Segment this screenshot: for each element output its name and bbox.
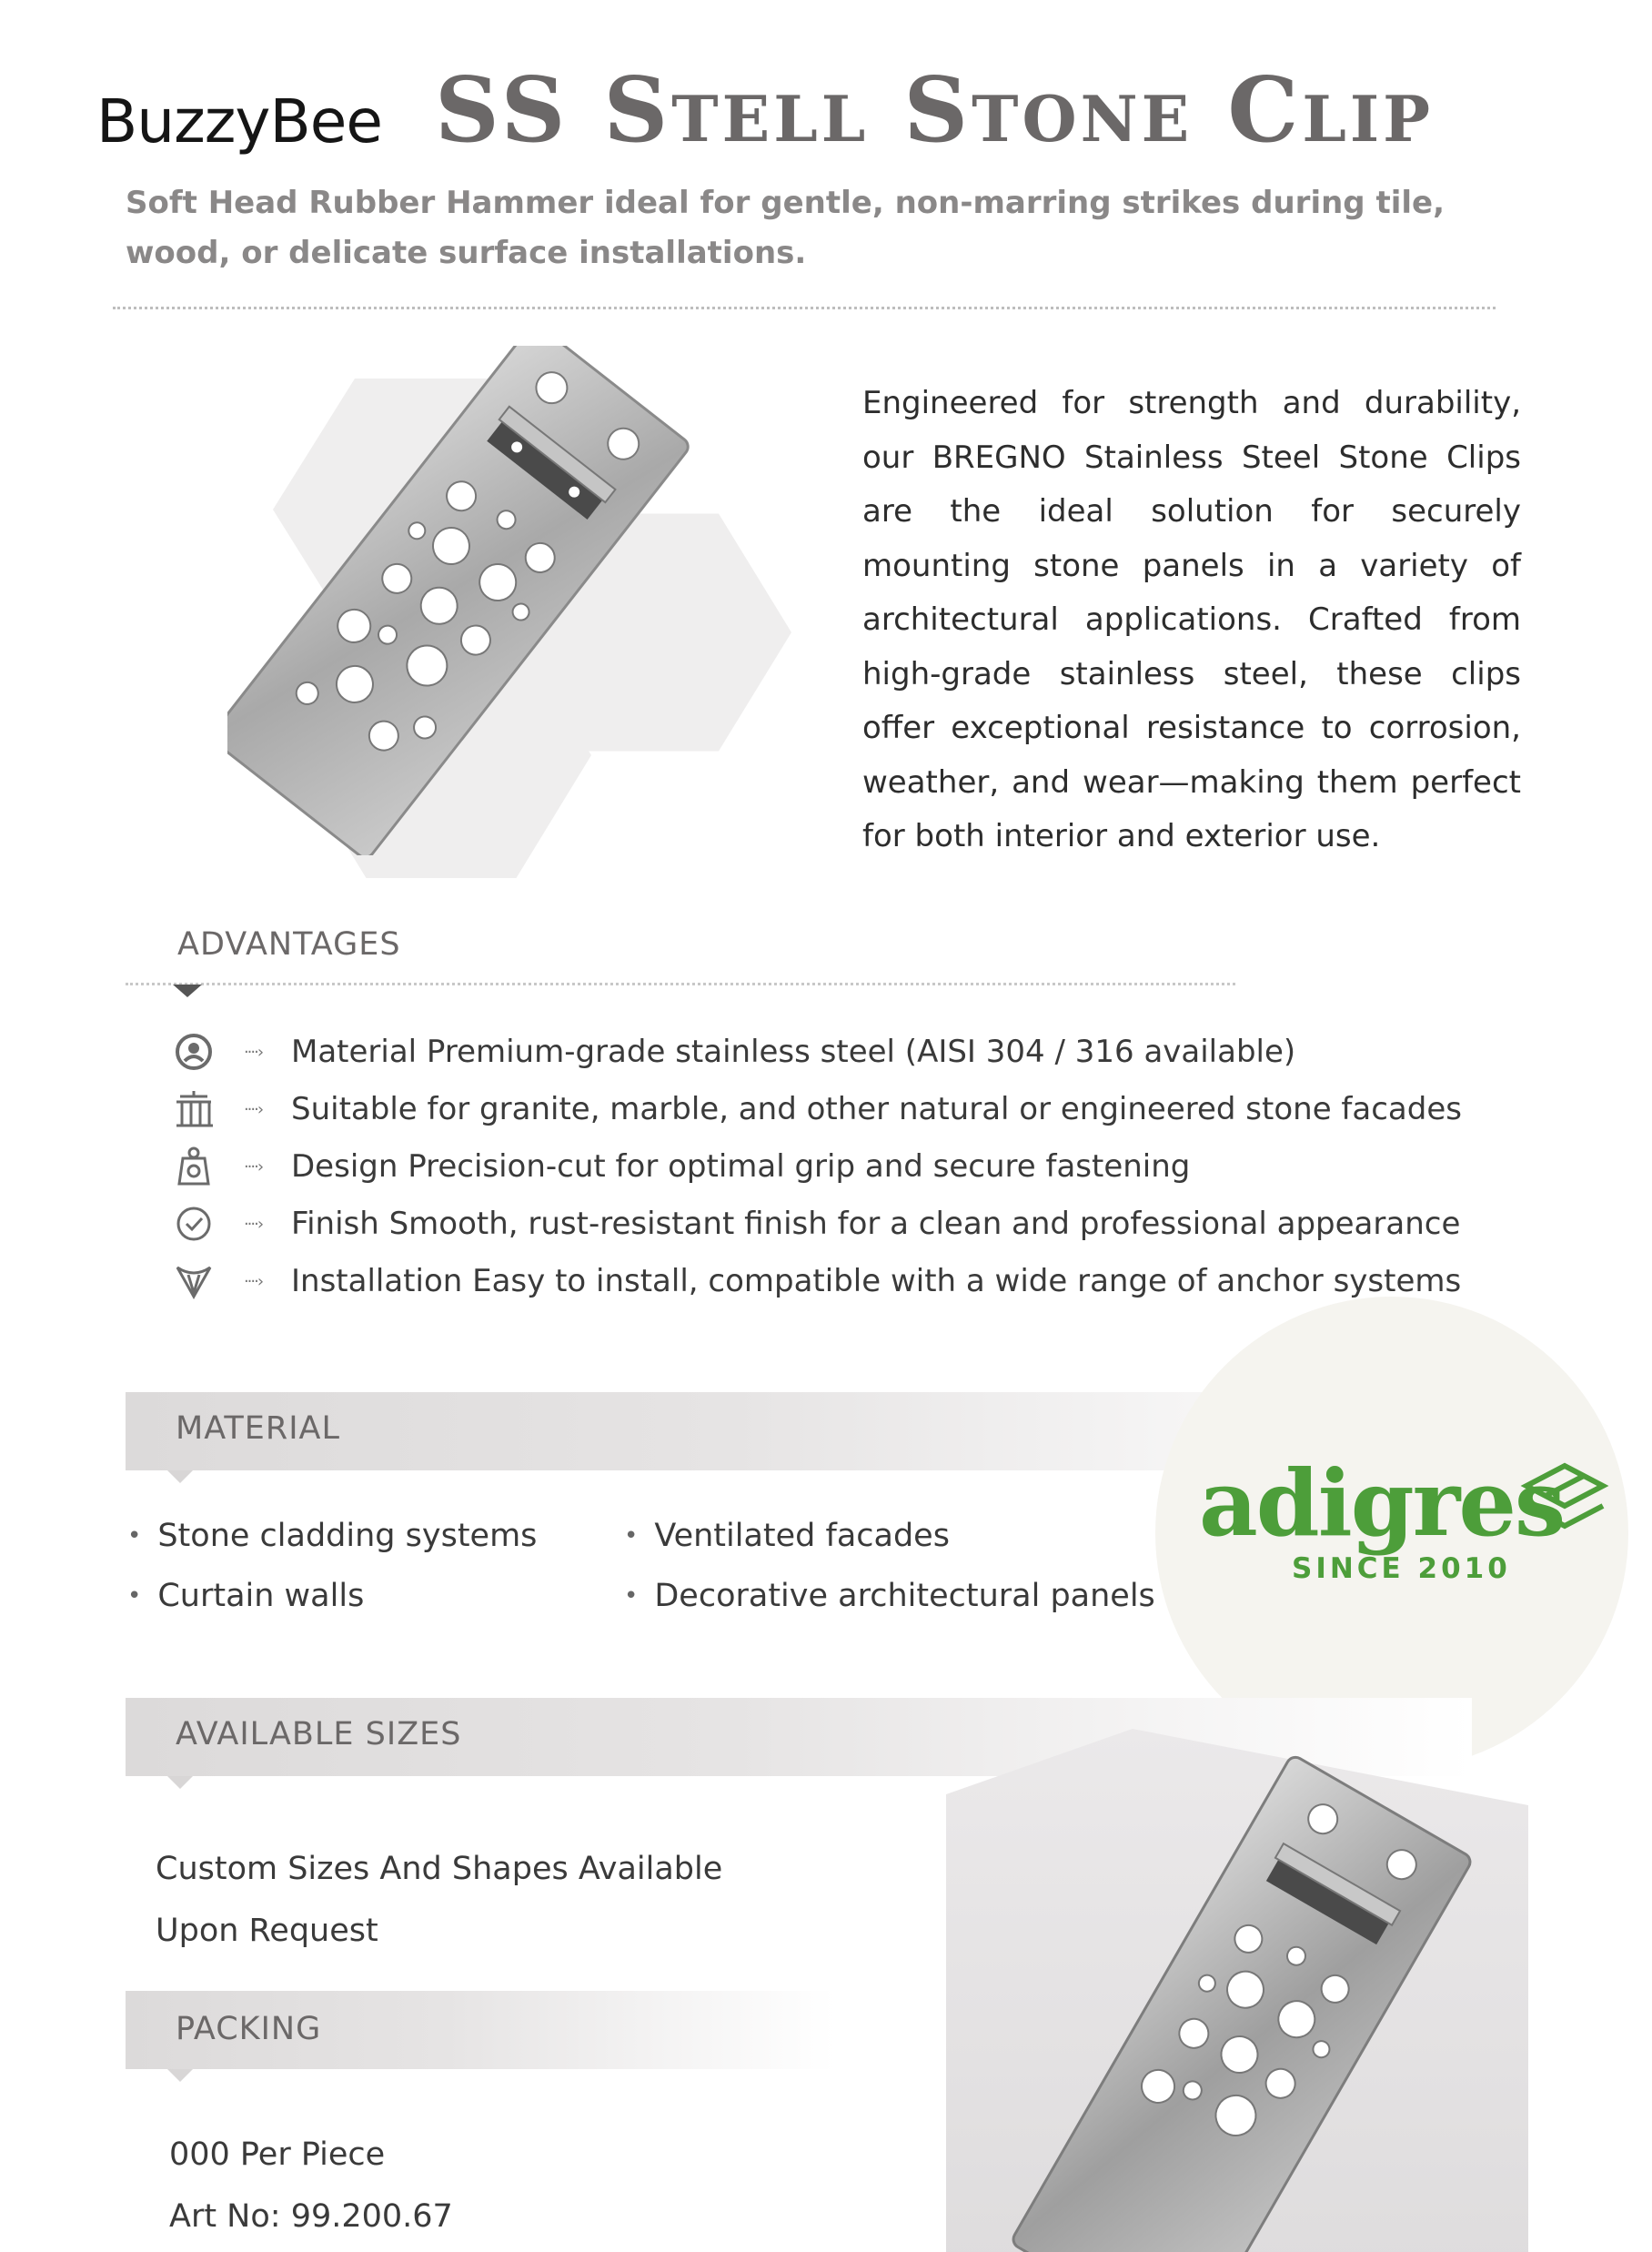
medal-icon — [171, 1029, 217, 1075]
arrow-icon: ····› — [243, 1271, 263, 1291]
check-circle-icon — [171, 1201, 217, 1247]
advantage-text: Suitable for granite, marble, and other natural or engineered stone facades — [291, 1091, 1462, 1127]
sizes-text: Upon Request — [156, 1913, 378, 1949]
advantage-item — [171, 1253, 1461, 1309]
company-logo-icon — [1519, 1460, 1610, 1546]
material-item: • Stone cladding systems — [127, 1518, 537, 1554]
advantage-text: Design Precision-cut for optimal grip and secure fastening — [291, 1148, 1191, 1185]
company-logo-tagline: SINCE 2010 — [1292, 1552, 1511, 1585]
advantages-divider — [126, 983, 1235, 985]
advantage-text: Material Premium-grade stainless steel (AISI 304 / 316 available) — [291, 1034, 1296, 1070]
packing-heading: PACKING — [176, 2011, 322, 2047]
packing-band-notch — [167, 2069, 193, 2082]
arrow-icon: ····› — [243, 1042, 263, 1062]
advantages-marker — [173, 985, 202, 997]
material-band-notch — [167, 1470, 193, 1483]
arrow-icon: ····› — [243, 1214, 263, 1234]
advantage-item — [171, 1081, 1462, 1137]
sizes-heading: AVAILABLE SIZES — [176, 1716, 462, 1752]
header-divider — [113, 307, 1496, 309]
page-title: SS Stell Stone Clip — [435, 58, 1435, 163]
packing-text: Art No: 99.200.67 — [169, 2198, 453, 2235]
building-icon — [171, 1086, 217, 1132]
company-logo-text: adigres — [1199, 1449, 1565, 1557]
advantage-item — [171, 1196, 1460, 1252]
arrow-icon: ····› — [243, 1156, 263, 1176]
advantage-text: Finish Smooth, rust-resistant finish for a clean and professional appearance — [291, 1206, 1461, 1242]
tool-icon — [171, 1258, 217, 1304]
material-heading: MATERIAL — [176, 1410, 341, 1447]
sizes-text: Custom Sizes And Shapes Available — [156, 1851, 723, 1887]
advantage-item — [171, 1024, 1295, 1080]
product-image-top — [227, 346, 810, 855]
weight-icon — [171, 1144, 217, 1189]
stone-clip-illustration — [946, 1729, 1528, 2252]
stone-clip-illustration — [227, 346, 810, 855]
material-item: • Curtain walls — [127, 1578, 364, 1614]
intro-paragraph: Engineered for strength and durability, our BREGNO Stainless Steel Stone Clips are the ideal solution for securely mounting stone panels in a variety of architectural applications. Crafted from high-grade stainless steel, these clips offer exceptional resistance to corrosion, weather, and wear—making them perfect for both interior and exterior use. — [862, 385, 1521, 854]
brand-name: BuzzyBee — [96, 86, 382, 157]
arrow-icon: ····› — [243, 1099, 263, 1119]
sizes-band-notch — [167, 1776, 193, 1789]
packing-text: 000 Per Piece — [169, 2136, 386, 2173]
material-item: • Decorative architectural panels — [624, 1578, 1155, 1614]
product-image-bottom — [946, 1729, 1528, 2252]
advantages-heading: ADVANTAGES — [177, 926, 401, 963]
advantage-item — [171, 1138, 1190, 1195]
subtitle: Soft Head Rubber Hammer ideal for gentle, non-marring strikes during tile, wood, or delicate surface installations. — [126, 185, 1446, 271]
advantage-text: Installation Easy to install, compatible with a wide range of anchor systems — [291, 1263, 1462, 1299]
material-item: • Ventilated facades — [624, 1518, 950, 1554]
